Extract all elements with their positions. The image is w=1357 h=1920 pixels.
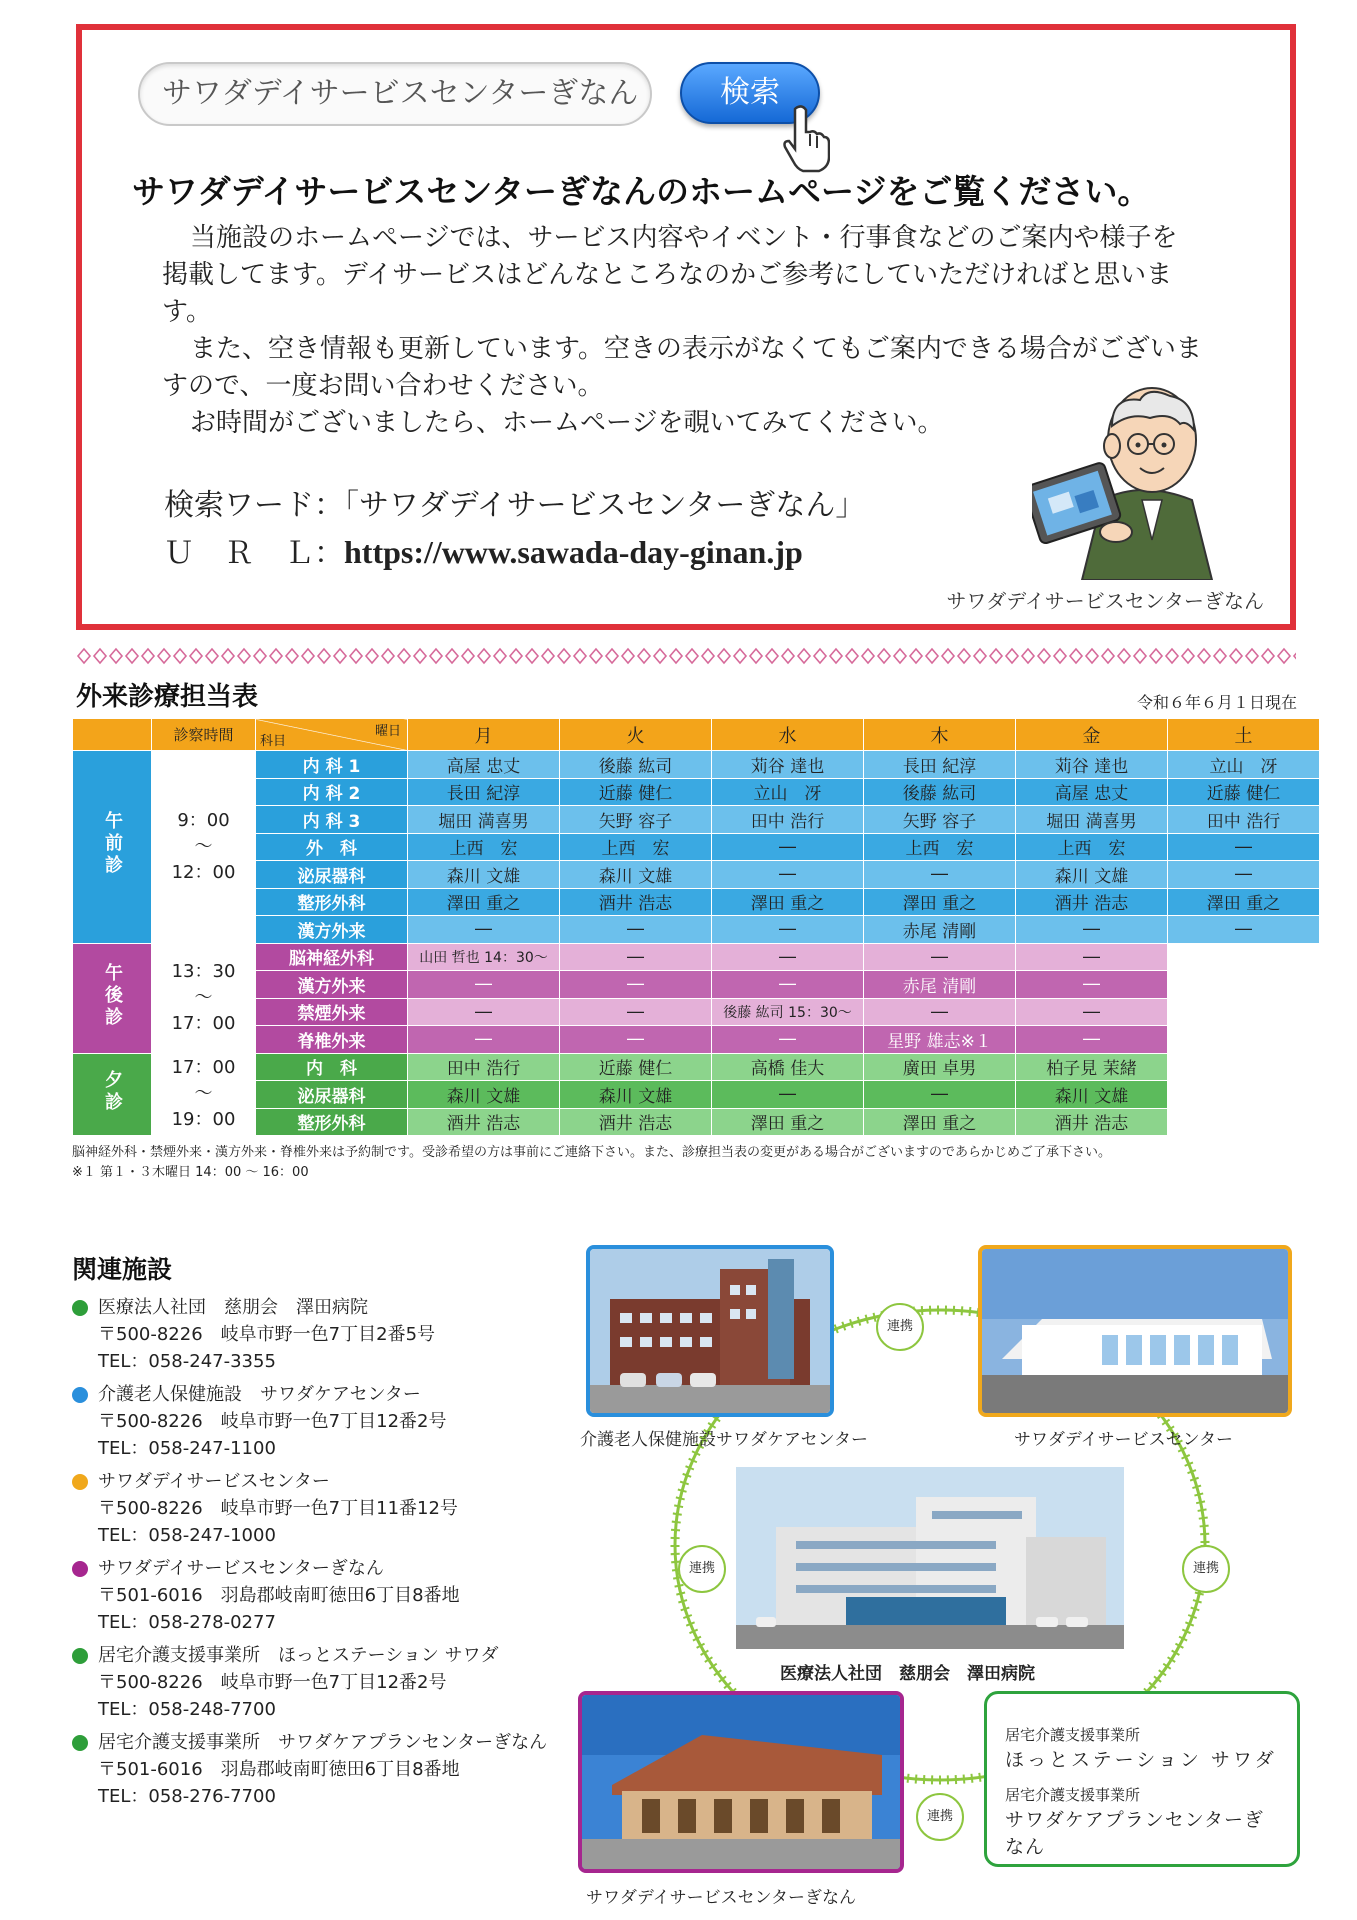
schedule-cell: 澤田 重之	[712, 888, 864, 916]
facility-list	[72, 1294, 572, 1816]
schedule-cell: 近藤 健仁	[560, 1053, 712, 1081]
schedule-cell: 長田 紀淳	[864, 751, 1016, 779]
table-row	[73, 751, 1320, 779]
day-service-caption: サワダデイサービスセンター	[1014, 1430, 1233, 1450]
table-row	[73, 861, 1320, 889]
schedule-cell: 堀田 満喜男	[1016, 806, 1168, 834]
schedule-cell: 酒井 浩志	[560, 1108, 712, 1136]
facility-name-row	[72, 1729, 572, 1756]
facility-item	[72, 1468, 572, 1549]
schedule-cell: ―	[408, 1026, 560, 1054]
table-row	[73, 833, 1320, 861]
facility-tel: TEL：058-248-7700	[98, 1699, 276, 1720]
schedule-cell: 高屋 忠丈	[1016, 778, 1168, 806]
schedule-cell: 山田 哲也 14：30～	[408, 943, 560, 971]
empty-cell	[1168, 971, 1320, 999]
schedule-cell: ―	[712, 1081, 864, 1109]
schedule-cell: 上西 宏	[560, 833, 712, 861]
schedule-cell: 近藤 健仁	[560, 778, 712, 806]
care-support-box	[984, 1691, 1300, 1867]
period-time-part: 9：00	[177, 809, 230, 831]
dept-cell: 内 科 2	[256, 778, 408, 806]
schedule-cell: 澤田 重之	[712, 1108, 864, 1136]
facility-address: 〒500-8226 岐阜市野一色7丁目2番5号	[98, 1324, 436, 1345]
schedule-cell: ―	[1016, 1026, 1168, 1054]
schedule-cell: 田中 浩行	[408, 1053, 560, 1081]
period-label-text: 午後診	[102, 962, 123, 1029]
table-row	[73, 943, 1320, 971]
table-row	[73, 1026, 1320, 1054]
schedule-cell: 高屋 忠丈	[408, 751, 560, 779]
schedule-cell: ―	[1016, 998, 1168, 1026]
table-row	[73, 998, 1320, 1026]
renkei-badge: 連携	[1182, 1545, 1230, 1593]
period-time-part: ～	[194, 987, 213, 1008]
schedule-cell: 後藤 紘司 15：30～	[712, 998, 864, 1026]
bullet-dot-icon	[72, 1474, 88, 1490]
dept-cell: 脊椎外来	[256, 1026, 408, 1054]
homepage-url-link[interactable]: https://www.sawada-day-ginan.jp	[344, 534, 803, 570]
schedule-cell: ―	[1016, 971, 1168, 999]
schedule-cell: 長田 紀淳	[408, 778, 560, 806]
schedule-cell: 堀田 満喜男	[408, 806, 560, 834]
bullet-dot-icon	[72, 1648, 88, 1664]
schedule-cell: 後藤 紘司	[560, 751, 712, 779]
schedule-cell: 赤尾 清剛	[864, 916, 1016, 944]
schedule-cell: 立山 冴	[1168, 751, 1320, 779]
facility-name: 医療法人社団 慈朋会 澤田病院	[98, 1297, 368, 1318]
schedule-note: 脳神経外科・禁煙外来・漢方外来・脊椎外来は予約制です。受診希望の方は事前にご連絡下さい。また、診療担当表の変更がある場合がございますのであらかじめご了承下さい。	[72, 1145, 1111, 1160]
search-input[interactable]: サワダデイサービスセンターぎなん	[138, 62, 652, 126]
facility-name: 居宅介護支援事業所 ほっとステーション サワダ	[98, 1645, 499, 1666]
empty-cell	[1168, 1053, 1320, 1081]
schedule-cell: 矢野 容子	[560, 806, 712, 834]
period-time	[152, 1053, 256, 1136]
schedule-cell: ―	[1168, 833, 1320, 861]
empty-cell	[1168, 943, 1320, 971]
schedule-cell: ―	[1168, 916, 1320, 944]
afternoon-section	[73, 943, 1320, 1053]
header-day-label: 曜日	[374, 724, 401, 739]
schedule-title: 外来診療担当表	[76, 682, 259, 712]
schedule-cell: 森川 文雄	[560, 1081, 712, 1109]
header-dept-day	[256, 719, 408, 751]
schedule-cell: 後藤 紘司	[864, 778, 1016, 806]
schedule-cell: 澤田 重之	[864, 888, 1016, 916]
dept-cell: 内 科 3	[256, 806, 408, 834]
facility-address: 〒501-6016 羽島郡岐南町徳田6丁目8番地	[98, 1759, 460, 1780]
url-label: Ｕ Ｒ Ｌ：	[164, 536, 344, 571]
period-label	[73, 751, 152, 944]
dept-cell: 泌尿器科	[256, 861, 408, 889]
table-row	[73, 888, 1320, 916]
morning-section	[73, 751, 1320, 944]
ginan-photo	[578, 1691, 904, 1873]
schedule-cell: 森川 文雄	[560, 861, 712, 889]
table-row	[73, 916, 1320, 944]
schedule-cell: 酒井 浩志	[560, 888, 712, 916]
schedule-cell: 酒井 浩志	[408, 1108, 560, 1136]
facility-name-row	[72, 1555, 572, 1582]
header-empty-cell	[73, 719, 152, 751]
dept-cell: 泌尿器科	[256, 1081, 408, 1109]
related-facilities-title: 関連施設	[72, 1255, 173, 1284]
schedule-cell: ―	[560, 1026, 712, 1054]
schedule-cell: ―	[864, 943, 1016, 971]
schedule-cell: ―	[712, 916, 864, 944]
schedule-cell: ―	[560, 971, 712, 999]
schedule-cell: 澤田 重之	[1168, 888, 1320, 916]
schedule-cell: 近藤 健仁	[1168, 778, 1320, 806]
schedule-cell: 森川 文雄	[1016, 1081, 1168, 1109]
schedule-cell: ―	[1016, 943, 1168, 971]
facility-address: 〒500-8226 岐阜市野一色7丁目11番12号	[98, 1498, 458, 1519]
schedule-cell: ―	[408, 971, 560, 999]
schedule-cell: 澤田 重之	[408, 888, 560, 916]
pointer-hand-icon	[782, 104, 830, 174]
renkei-badge: 連携	[678, 1545, 726, 1593]
period-time-part: 17：00	[171, 1013, 236, 1034]
dept-cell: 外 科	[256, 833, 408, 861]
hospital-photo	[736, 1467, 1124, 1649]
facility-tel: TEL：058-247-1100	[98, 1438, 276, 1459]
facility-item	[72, 1294, 572, 1375]
promo-caption: サワダデイサービスセンターぎなん	[946, 589, 1264, 613]
schedule-cell: 澤田 重之	[864, 1108, 1016, 1136]
facility-tel: TEL：058-247-1000	[98, 1525, 276, 1546]
schedule-as-of-date: 令和６年６月１日現在	[1136, 693, 1297, 712]
schedule-cell: 酒井 浩志	[1016, 1108, 1168, 1136]
facility-name-row	[72, 1642, 572, 1669]
dept-cell: 禁煙外来	[256, 998, 408, 1026]
schedule-cell: 廣田 卓男	[864, 1053, 1016, 1081]
elderly-man-with-tablet-illustration	[1032, 370, 1232, 580]
schedule-cell: 立山 冴	[712, 778, 864, 806]
care-box-name: サワダケアプランセンターぎなん	[1005, 1809, 1265, 1858]
schedule-cell: 赤尾 清剛	[864, 971, 1016, 999]
period-time	[152, 943, 256, 1053]
empty-cell	[1168, 1026, 1320, 1054]
schedule-cell: ―	[712, 943, 864, 971]
table-row	[73, 1081, 1320, 1109]
schedule-footnote: ※１ 第１・３木曜日 14：00 ～ 16：00	[72, 1165, 309, 1180]
header-day-thu: 木	[864, 719, 1016, 751]
homepage-promo-box	[76, 24, 1296, 630]
schedule-cell: 星野 雄志※１	[864, 1026, 1016, 1054]
period-label	[73, 943, 152, 1053]
schedule-cell: 柏子見 茉緒	[1016, 1053, 1168, 1081]
period-label-text: 午前診	[102, 811, 123, 878]
facility-address: 〒500-8226 岐阜市野一色7丁目12番2号	[98, 1672, 447, 1693]
header-day-sat: 土	[1168, 719, 1320, 751]
bullet-dot-icon	[72, 1735, 88, 1751]
facility-tel: TEL：058-247-3355	[98, 1351, 276, 1372]
schedule-cell: 酒井 浩志	[1016, 888, 1168, 916]
diamond-divider	[76, 646, 1296, 666]
promo-headline: サワダデイサービスセンターぎなんのホームページをご覧ください。	[132, 172, 1151, 211]
period-time-part: 17：00	[171, 1057, 236, 1079]
url-line	[164, 528, 803, 572]
bullet-dot-icon	[72, 1387, 88, 1403]
dept-cell: 内 科 1	[256, 751, 408, 779]
period-time	[152, 751, 256, 944]
facility-address: 〒501-6016 羽島郡岐南町徳田6丁目8番地	[98, 1585, 460, 1606]
schedule-cell: ―	[560, 916, 712, 944]
ginan-caption: サワダデイサービスセンターぎなん	[586, 1888, 856, 1908]
dept-cell: 脳神経外科	[256, 943, 408, 971]
bullet-dot-icon	[72, 1300, 88, 1316]
facility-name-row	[72, 1381, 572, 1408]
bullet-dot-icon	[72, 1561, 88, 1577]
dept-cell: 漢方外来	[256, 971, 408, 999]
table-row	[73, 806, 1320, 834]
schedule-cell: 田中 浩行	[712, 806, 864, 834]
schedule-cell: ―	[864, 861, 1016, 889]
table-row	[73, 778, 1320, 806]
header-dept-label: 科目	[260, 734, 287, 749]
schedule-cell: ―	[712, 833, 864, 861]
header-day-wed: 水	[712, 719, 864, 751]
care-box-label: 居宅介護支援事業所	[1005, 1726, 1141, 1744]
period-label	[73, 1053, 152, 1136]
facility-name-row	[72, 1294, 572, 1321]
schedule-cell: ―	[560, 998, 712, 1026]
header-time: 診察時間	[152, 719, 256, 751]
day-service-photo	[978, 1245, 1292, 1417]
care-center-caption: 介護老人保健施設サワダケアセンター	[580, 1430, 868, 1450]
schedule-cell: 矢野 容子	[864, 806, 1016, 834]
table-row	[73, 1053, 1320, 1081]
schedule-cell: 田中 浩行	[1168, 806, 1320, 834]
schedule-cell: ―	[1016, 916, 1168, 944]
period-time-part: ～	[194, 835, 213, 857]
facility-name-row	[72, 1468, 572, 1495]
schedule-cell: ―	[712, 1026, 864, 1054]
care-center-photo	[586, 1245, 834, 1417]
schedule-header-row	[73, 719, 1320, 751]
promo-paragraph: 当施設のホームページでは、サービス内容やイベント・行事食などのご案内や様子を掲載してます。デイサービスはどんなところなのかご参考にしていただければと思います。	[162, 223, 1178, 327]
schedule-cell: 森川 文雄	[408, 861, 560, 889]
schedule-cell: ―	[1168, 861, 1320, 889]
period-label-text: 夕診	[102, 1069, 123, 1114]
dept-cell: 内 科	[256, 1053, 408, 1081]
dept-cell: 整形外科	[256, 888, 408, 916]
facility-address: 〒500-8226 岐阜市野一色7丁目12番2号	[98, 1411, 447, 1432]
empty-cell	[1168, 1081, 1320, 1109]
promo-paragraph: また、空き情報も更新しています。空きの表示がなくてもご案内できる場合がございますので、一度お問い合わせください。	[162, 334, 1202, 401]
facility-item	[72, 1729, 572, 1810]
facility-name: 介護老人保健施設 サワダケアセンター	[98, 1384, 421, 1405]
period-time-part: 19：00	[171, 1109, 236, 1131]
care-box-name: ほっとステーション サワダ	[1005, 1749, 1277, 1771]
schedule-cell: ―	[864, 1081, 1016, 1109]
facility-tel: TEL：058-276-7700	[98, 1786, 276, 1807]
empty-cell	[1168, 1108, 1320, 1136]
schedule-cell: 上西 宏	[408, 833, 560, 861]
dept-cell: 漢方外来	[256, 916, 408, 944]
facility-tel: TEL：058-278-0277	[98, 1612, 276, 1633]
schedule-cell: 高橋 佳大	[712, 1053, 864, 1081]
outpatient-schedule-table	[72, 718, 1320, 1136]
facility-name: 居宅介護支援事業所 サワダケアプランセンターぎなん	[98, 1732, 548, 1753]
schedule-cell: ―	[560, 943, 712, 971]
schedule-cell: ―	[408, 998, 560, 1026]
schedule-cell: 上西 宏	[1016, 833, 1168, 861]
evening-section	[73, 1053, 1320, 1136]
empty-cell	[1168, 998, 1320, 1026]
table-row	[73, 1108, 1320, 1136]
renkei-badge: 連携	[876, 1303, 924, 1351]
facility-name: サワダデイサービスセンター	[98, 1471, 330, 1492]
schedule-cell: ―	[408, 916, 560, 944]
schedule-cell: ―	[864, 998, 1016, 1026]
period-time-part: 13：30	[171, 961, 236, 982]
schedule-cell: ―	[712, 861, 864, 889]
schedule-cell: 苅谷 達也	[712, 751, 864, 779]
renkei-badge: 連携	[916, 1793, 964, 1841]
promo-paragraph: お時間がございましたら、ホームページを覗いてみてください。	[190, 408, 944, 438]
header-day-tue: 火	[560, 719, 712, 751]
facility-item	[72, 1555, 572, 1636]
period-time-part: ～	[194, 1083, 213, 1105]
header-day-fri: 金	[1016, 719, 1168, 751]
schedule-cell: 森川 文雄	[408, 1081, 560, 1109]
table-row	[73, 971, 1320, 999]
schedule-cell: 上西 宏	[864, 833, 1016, 861]
dept-cell: 整形外科	[256, 1108, 408, 1136]
facility-network-map	[570, 1245, 1310, 1908]
schedule-cell: 森川 文雄	[1016, 861, 1168, 889]
care-box-label: 居宅介護支援事業所	[1005, 1786, 1141, 1804]
facility-name: サワダデイサービスセンターぎなん	[98, 1558, 384, 1579]
search-word-line: 検索ワード：「サワダデイサービスセンターぎなん」	[164, 488, 866, 523]
hospital-caption: 医療法人社団 慈朋会 澤田病院	[776, 1659, 1039, 1684]
search-button[interactable]: 検索	[680, 62, 820, 124]
period-time-part: 12：00	[171, 861, 236, 883]
facility-item	[72, 1642, 572, 1723]
facility-item	[72, 1381, 572, 1462]
header-day-mon: 月	[408, 719, 560, 751]
schedule-cell: 苅谷 達也	[1016, 751, 1168, 779]
schedule-cell: ―	[712, 971, 864, 999]
